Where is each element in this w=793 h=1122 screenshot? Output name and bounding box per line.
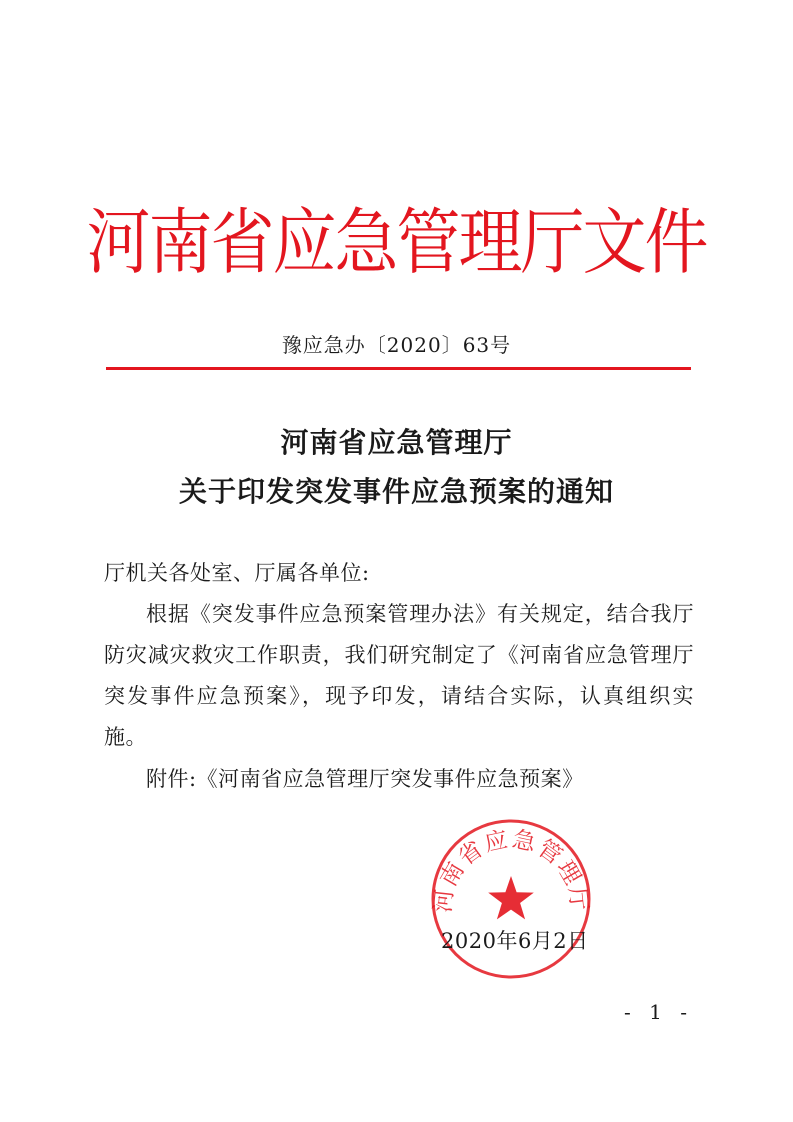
svg-text:河南省应急管理厅: 河南省应急管理厅 xyxy=(430,826,592,914)
notice-title-line-1: 河南省应急管理厅 xyxy=(280,426,513,459)
salutation: 厅机关各处室、厅属各单位: xyxy=(104,561,370,585)
notice-title-line-2: 关于印发突发事件应急预案的通知 xyxy=(178,475,614,508)
signature-date: 2020年6月2日 xyxy=(441,929,589,953)
document-number: 豫应急办〔2020〕63号 xyxy=(281,333,512,357)
page-number: - 1 - xyxy=(624,1000,693,1024)
attachment-line: 附件:《河南省应急管理厅突发事件应急预案》 xyxy=(146,767,584,791)
red-divider-line xyxy=(106,367,691,370)
official-seal-icon xyxy=(430,818,592,980)
body-paragraph: 根据《突发事件应急预案管理办法》有关规定，结合我厅防灾减灾救灾工作职责，我们研究制定了《河南省应急管理厅突发事件应急预案》，现予印发，请结合实际，认真组织实施。 xyxy=(104,602,694,749)
masthead-title: 河南省应急管理厅文件 xyxy=(86,201,707,285)
